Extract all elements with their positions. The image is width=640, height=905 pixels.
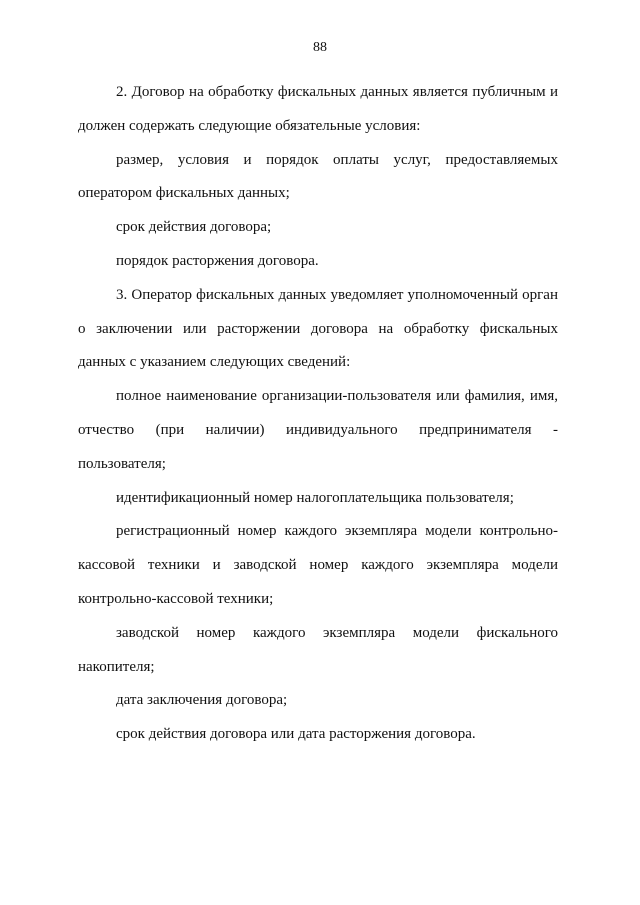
paragraph-clause-2: 2. Договор на обработку фискальных данных является публичным и должен содержать следующие обязательные условия:: [78, 84, 558, 134]
paragraph-user-name: полное наименование организации-пользователя или фамилия, имя, отчество (при наличии) индивидуального предпринимателя - пользователя;: [78, 388, 558, 472]
document-body: [78, 76, 558, 752]
paragraph-payment-terms: размер, условия и порядок оплаты услуг, предоставляемых оператором фискальных данных;: [78, 151, 558, 202]
paragraph-contract-term: срок действия договора;: [116, 219, 272, 236]
paragraph-taxpayer-id: идентификационный номер налогоплательщика пользователя;: [116, 489, 514, 506]
paragraph-validity-or-termination-date: срок действия договора или дата расторжения договора.: [116, 726, 476, 743]
paragraph-fiscal-drive-number: заводской номер каждого экземпляра модели фискального накопителя;: [78, 624, 558, 675]
page-number: 88: [313, 40, 327, 55]
paragraph-clause-3: 3. Оператор фискальных данных уведомляет уполномоченный орган о заключении или расторжении договора на обработку фискальных данных с указанием следующих сведений:: [78, 286, 558, 371]
paragraph-registration-number: регистрационный номер каждого экземпляра модели контрольно-кассовой техники и заводской номер каждого экземпляра модели контрольно-кассовой техники;: [78, 523, 558, 607]
paragraph-termination-procedure: порядок расторжения договора.: [116, 252, 319, 269]
paragraph-contract-date: дата заключения договора;: [116, 692, 288, 709]
